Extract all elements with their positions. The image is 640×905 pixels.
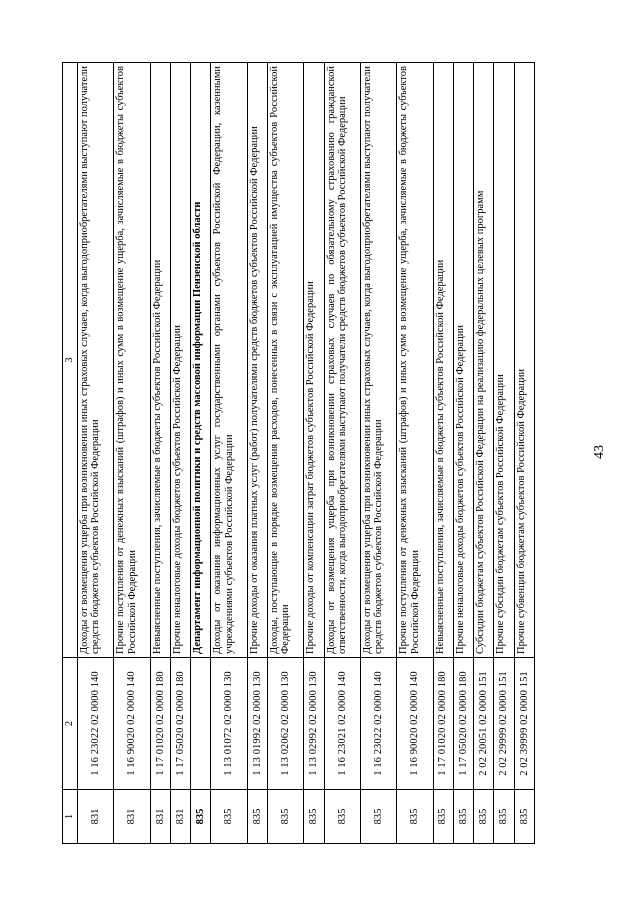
revenue-name-cell: Прочие неналоговые доходы бюджетов субъектов Российской Федерации <box>170 63 190 658</box>
admin-code-cell: 835 <box>268 790 304 844</box>
revenue-name-cell: Доходы от возмещения ущерба при возникновении страховых случаев по обязательному страхованию гражданской ответственности, когда выгодоприобретателями выступают получатели средств бюджетов субъектов Российской Федерации <box>324 63 360 658</box>
admin-code-cell: 835 <box>514 790 534 844</box>
budget-code-cell: 1 16 23022 02 0000 140 <box>360 658 396 790</box>
admin-code-cell: 831 <box>114 790 150 844</box>
column-header-code: 2 <box>63 658 78 790</box>
table-row <box>360 63 396 844</box>
budget-code-cell: 2 02 29999 02 0000 151 <box>494 658 514 790</box>
table-row <box>304 63 324 844</box>
revenue-name-cell: Невыясненные поступления, зачисляемые в бюджеты субъектов Российской Федерации <box>433 63 453 658</box>
table-row <box>474 63 494 844</box>
table-row <box>170 63 190 844</box>
revenue-name-cell: Субсидии бюджетам субъектов Российской Федерации на реализацию федеральных целевых программ <box>474 63 494 658</box>
budget-code-cell: 1 16 23021 02 0000 140 <box>324 658 360 790</box>
admin-code-cell: 835 <box>474 790 494 844</box>
header-row <box>63 63 78 844</box>
revenue-name-cell: Доходы от оказания информационных услуг государственными органами субъектов Российской Федерации, казенными учреждениями субъектов Российской Федерации <box>211 63 247 658</box>
budget-code-cell: 1 17 01020 02 0000 180 <box>433 658 453 790</box>
revenue-name-cell: Прочие доходы от оказания платных услуг (работ) получателями средств бюджетов субъектов Российской Федерации <box>247 63 267 658</box>
budget-code-cell: 1 13 01072 02 0000 130 <box>211 658 247 790</box>
table-row <box>247 63 267 844</box>
budget-code-cell: 1 17 05020 02 0000 180 <box>453 658 473 790</box>
revenue-codes-table <box>62 62 535 844</box>
budget-code-cell: 1 17 01020 02 0000 180 <box>150 658 170 790</box>
revenue-name-cell: Доходы, поступающие в порядке возмещения расходов, понесенных в связи с эксплуатацией имущества субъектов Российской Федерации <box>268 63 304 658</box>
table-row <box>324 63 360 844</box>
admin-code-cell: 835 <box>360 790 396 844</box>
admin-code-cell: 831 <box>170 790 190 844</box>
table-row <box>78 63 114 844</box>
column-header-name: 3 <box>63 63 78 658</box>
column-header-admin: 1 <box>63 790 78 844</box>
budget-code-cell: 1 16 90020 02 0000 140 <box>397 658 433 790</box>
table-row <box>397 63 433 844</box>
revenue-name-cell: Прочие поступления от денежных взысканий (штрафов) и иных сумм в возмещение ущерба, зачисляемые в бюджеты субъектов Российской Федерации <box>397 63 433 658</box>
table-row <box>514 63 534 844</box>
budget-code-cell <box>191 658 211 790</box>
admin-code-cell: 835 <box>397 790 433 844</box>
budget-code-cell: 2 02 20051 02 0000 151 <box>474 658 494 790</box>
revenue-name-cell: Доходы от возмещения ущерба при возникновении иных страховых случаев, когда выгодоприобретателями выступают получатели средств бюджетов субъектов Российской Федерации <box>360 63 396 658</box>
admin-code-cell: 831 <box>150 790 170 844</box>
budget-code-cell: 1 16 23022 02 0000 140 <box>78 658 114 790</box>
admin-code-cell: 835 <box>247 790 267 844</box>
revenue-name-cell: Прочие доходы от компенсации затрат бюджетов субъектов Российской Федерации <box>304 63 324 658</box>
admin-code-cell: 835 <box>453 790 473 844</box>
table-row <box>211 63 247 844</box>
table-frame <box>62 63 535 844</box>
budget-code-cell: 1 13 02062 02 0000 130 <box>268 658 304 790</box>
admin-code-cell: 835 <box>211 790 247 844</box>
admin-code-cell: 835 <box>433 790 453 844</box>
table-row <box>114 63 150 844</box>
table-row <box>150 63 170 844</box>
revenue-name-cell: Прочие неналоговые доходы бюджетов субъектов Российской Федерации <box>453 63 473 658</box>
revenue-name-cell: Невыясненные поступления, зачисляемые в бюджеты субъектов Российской Федерации <box>150 63 170 658</box>
table-row <box>433 63 453 844</box>
budget-code-cell: 2 02 39999 02 0000 151 <box>514 658 534 790</box>
table-row <box>191 63 211 844</box>
admin-code-cell: 835 <box>191 790 211 844</box>
table-row <box>494 63 514 844</box>
admin-code-cell: 831 <box>78 790 114 844</box>
budget-code-cell: 1 13 01992 02 0000 130 <box>247 658 267 790</box>
budget-code-cell: 1 13 02992 02 0000 130 <box>304 658 324 790</box>
budget-code-cell: 1 17 05020 02 0000 180 <box>170 658 190 790</box>
rotated-table-container <box>62 63 535 844</box>
revenue-name-cell: Прочие субсидии бюджетам субъектов Российской Федерации <box>494 63 514 658</box>
revenue-name-cell: Прочие субвенции бюджетам субъектов Российской Федерации <box>514 63 534 658</box>
admin-code-cell: 835 <box>324 790 360 844</box>
page-number: 43 <box>592 445 607 459</box>
revenue-name-cell: Доходы от возмещения ущерба при возникновении иных страховых случаев, когда выгодоприобретателями выступают получатели средств бюджетов субъектов Российской Федерации <box>78 63 114 658</box>
table-row <box>453 63 473 844</box>
revenue-name-cell: Департамент информационной политики и средств массовой информации Пензенской области <box>191 63 211 658</box>
admin-code-cell: 835 <box>304 790 324 844</box>
table-row <box>268 63 304 844</box>
admin-code-cell: 835 <box>494 790 514 844</box>
budget-code-cell: 1 16 90020 02 0000 140 <box>114 658 150 790</box>
revenue-name-cell: Прочие поступления от денежных взысканий (штрафов) и иных сумм в возмещение ущерба, зачисляемые в бюджеты субъектов Российской Федерации <box>114 63 150 658</box>
